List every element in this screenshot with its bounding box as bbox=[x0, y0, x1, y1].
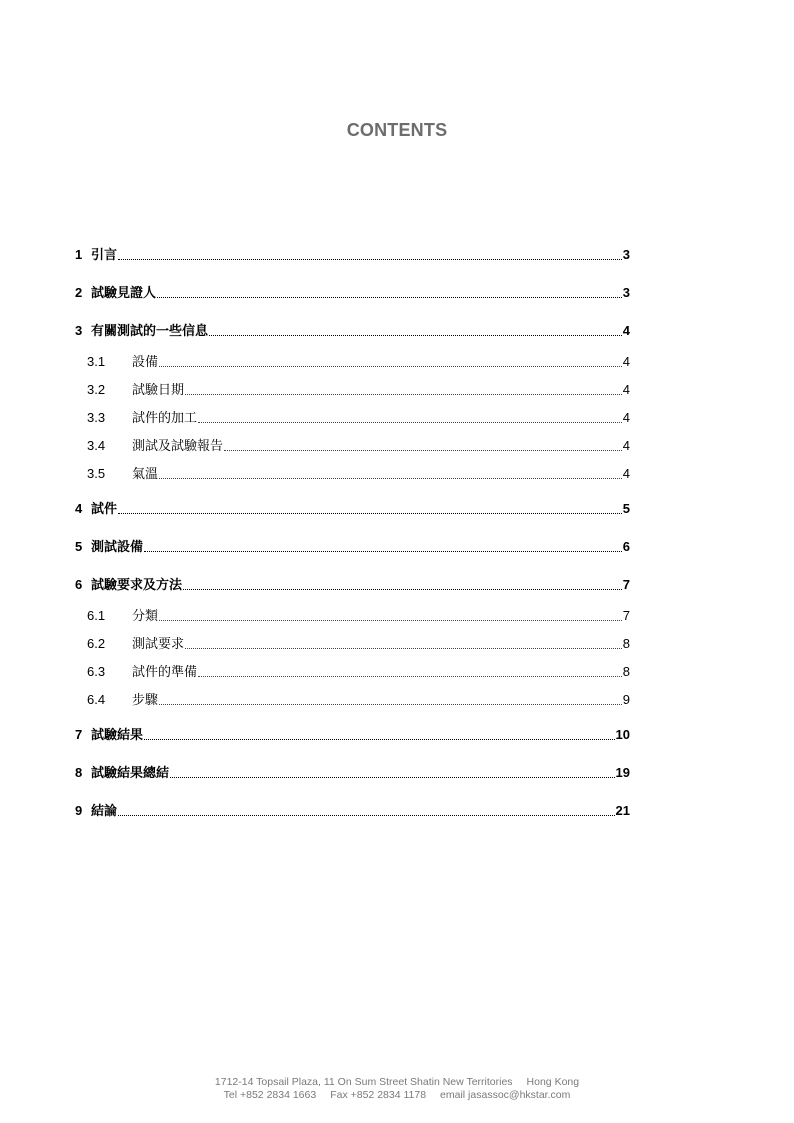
toc-number: 3.3 bbox=[87, 410, 106, 425]
toc-label: 引言 bbox=[91, 247, 118, 262]
dot-leader bbox=[170, 776, 615, 778]
toc-entry-6-1[interactable] bbox=[75, 608, 630, 624]
toc-page: 21 bbox=[615, 803, 630, 818]
dot-leader bbox=[159, 477, 622, 479]
toc-label: 測試及試驗報告 bbox=[132, 438, 224, 453]
toc-page: 6 bbox=[622, 539, 630, 554]
toc-label: 氣溫 bbox=[132, 466, 159, 481]
dot-leader bbox=[185, 393, 622, 395]
dot-leader bbox=[224, 449, 622, 451]
toc-number: 6.3 bbox=[87, 664, 106, 679]
toc-page: 4 bbox=[622, 410, 630, 425]
dot-leader bbox=[185, 647, 622, 649]
toc-number: 2 bbox=[75, 285, 83, 300]
dot-leader bbox=[159, 619, 622, 621]
toc-label: 測試設備 bbox=[91, 539, 144, 554]
toc-number: 6.2 bbox=[87, 636, 106, 651]
dot-leader bbox=[159, 365, 622, 367]
toc-page: 4 bbox=[622, 466, 630, 481]
toc-label: 試驗結果 bbox=[91, 727, 144, 742]
toc-page: 7 bbox=[622, 608, 630, 623]
toc-label: 試驗結果總結 bbox=[91, 765, 170, 780]
toc-number: 3.4 bbox=[87, 438, 106, 453]
toc-label: 試件的加工 bbox=[132, 410, 198, 425]
toc-entry-6-4[interactable] bbox=[75, 692, 630, 708]
dot-leader bbox=[183, 588, 622, 590]
toc-number: 4 bbox=[75, 501, 83, 516]
toc-label: 有關測試的一些信息 bbox=[91, 323, 209, 338]
toc-label: 結論 bbox=[91, 803, 118, 818]
toc-page: 19 bbox=[615, 765, 630, 780]
toc-number: 7 bbox=[75, 727, 83, 742]
toc-number: 1 bbox=[75, 247, 83, 262]
toc-entry-9[interactable] bbox=[75, 803, 630, 819]
toc-label: 試驗要求及方法 bbox=[91, 577, 183, 592]
toc-number: 8 bbox=[75, 765, 83, 780]
toc-label: 分類 bbox=[132, 608, 159, 623]
toc-label: 測試要求 bbox=[132, 636, 185, 651]
toc-entry-3-2[interactable] bbox=[75, 382, 630, 398]
toc-page: 3 bbox=[622, 285, 630, 300]
toc-entry-8[interactable] bbox=[75, 765, 630, 781]
toc-number: 6.1 bbox=[87, 608, 106, 623]
toc-page: 4 bbox=[622, 323, 630, 338]
toc-entry-6[interactable] bbox=[75, 577, 630, 593]
toc-page: 4 bbox=[622, 354, 630, 369]
toc-entry-3-3[interactable] bbox=[75, 410, 630, 426]
toc-page: 8 bbox=[622, 636, 630, 651]
dot-leader bbox=[159, 703, 622, 705]
toc-entry-4[interactable] bbox=[75, 501, 630, 517]
dot-leader bbox=[118, 814, 615, 816]
toc-entry-7[interactable] bbox=[75, 727, 630, 743]
toc-entry-6-3[interactable] bbox=[75, 664, 630, 680]
toc-number: 9 bbox=[75, 803, 83, 818]
toc-page: 4 bbox=[622, 382, 630, 397]
toc-number: 6 bbox=[75, 577, 83, 592]
toc-label: 試驗見證人 bbox=[91, 285, 157, 300]
toc-entry-5[interactable] bbox=[75, 539, 630, 555]
footer-tel: Tel +852 2834 1663 bbox=[223, 1089, 317, 1101]
footer-contact-line bbox=[0, 1089, 794, 1102]
toc-page: 4 bbox=[622, 438, 630, 453]
toc-entry-6-2[interactable] bbox=[75, 636, 630, 652]
toc-page: 7 bbox=[622, 577, 630, 592]
dot-leader bbox=[198, 675, 622, 677]
toc-entry-2[interactable] bbox=[75, 285, 630, 301]
toc-entry-1[interactable] bbox=[75, 247, 630, 263]
toc-label: 步驟 bbox=[132, 692, 159, 707]
footer-city: Hong Kong bbox=[526, 1076, 580, 1088]
toc-page: 5 bbox=[622, 501, 630, 516]
page-title: CONTENTS bbox=[346, 120, 448, 140]
footer-address-line bbox=[0, 1076, 794, 1089]
dot-leader bbox=[118, 258, 622, 260]
toc-page: 8 bbox=[622, 664, 630, 679]
toc-number: 3.1 bbox=[87, 354, 106, 369]
toc-label: 設備 bbox=[132, 354, 159, 369]
toc-page: 10 bbox=[615, 727, 630, 742]
toc-entry-3-1[interactable] bbox=[75, 354, 630, 370]
table-of-contents bbox=[75, 243, 630, 819]
toc-entry-3-4[interactable] bbox=[75, 438, 630, 454]
toc-number: 6.4 bbox=[87, 692, 106, 707]
toc-number: 5 bbox=[75, 539, 83, 554]
toc-entry-3-5[interactable] bbox=[75, 466, 630, 482]
toc-number: 3.5 bbox=[87, 466, 106, 481]
dot-leader bbox=[157, 296, 622, 298]
footer-email: email jasassoc@hkstar.com bbox=[440, 1089, 571, 1101]
dot-leader bbox=[144, 550, 622, 552]
dot-leader bbox=[198, 421, 622, 423]
dot-leader bbox=[118, 512, 622, 514]
toc-label: 試驗日期 bbox=[132, 382, 185, 397]
toc-number: 3 bbox=[75, 323, 83, 338]
toc-page: 3 bbox=[622, 247, 630, 262]
toc-number: 3.2 bbox=[87, 382, 106, 397]
dot-leader bbox=[144, 738, 615, 740]
page-footer bbox=[0, 1076, 794, 1102]
toc-page: 9 bbox=[622, 692, 630, 707]
footer-fax: Fax +852 2834 1178 bbox=[330, 1089, 427, 1101]
footer-address: 1712-14 Topsail Plaza, 11 On Sum Street Shatin New Territories bbox=[214, 1076, 513, 1088]
toc-label: 試件 bbox=[91, 501, 118, 516]
toc-entry-3[interactable] bbox=[75, 323, 630, 339]
toc-label: 試件的準備 bbox=[132, 664, 198, 679]
dot-leader bbox=[209, 334, 622, 336]
